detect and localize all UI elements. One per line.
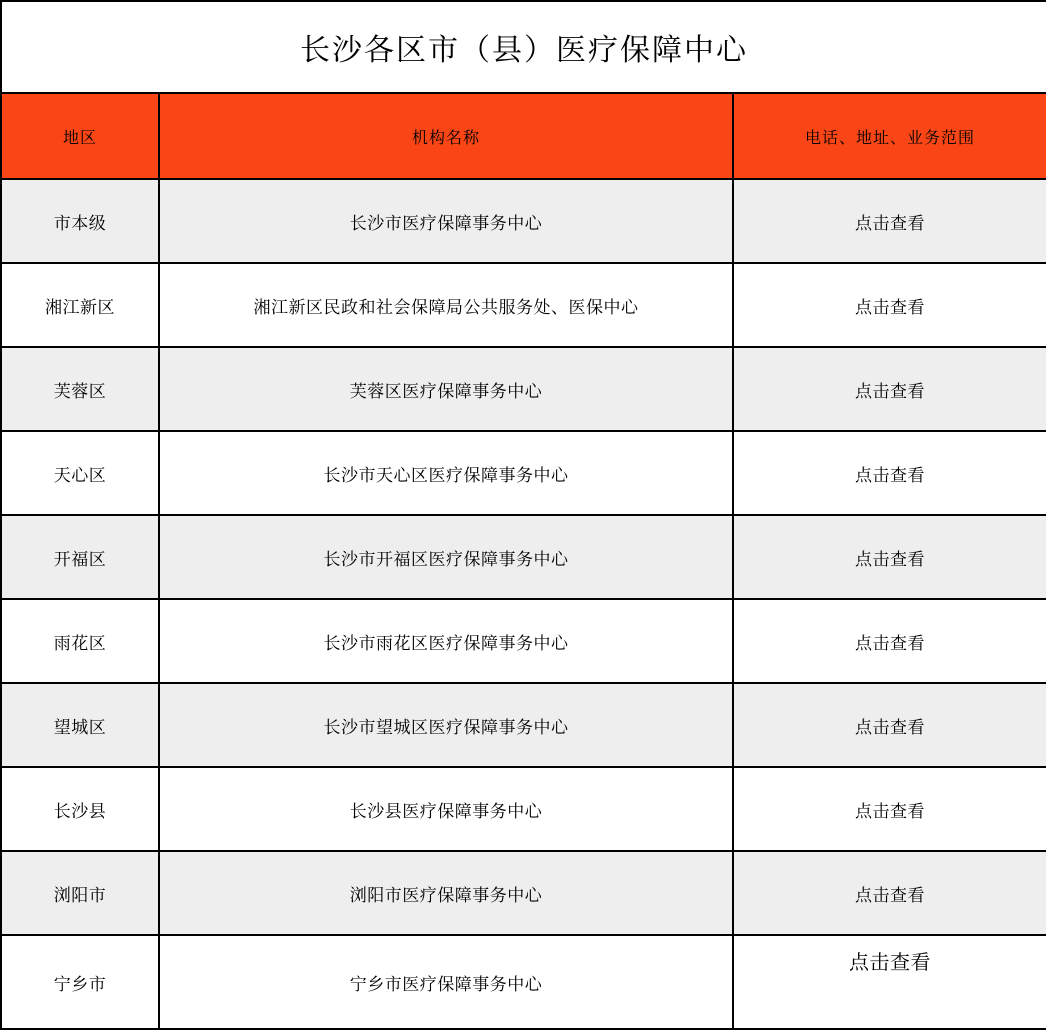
- cell-region: 开福区: [1, 515, 159, 599]
- table-row: [1, 935, 1046, 1029]
- cell-institution-name: 湘江新区民政和社会保障局公共服务处、医保中心: [159, 263, 733, 347]
- title-row: [1, 1, 1046, 93]
- view-details-link[interactable]: 点击查看: [733, 347, 1046, 431]
- view-details-link[interactable]: 点击查看: [733, 431, 1046, 515]
- cell-institution-name: 长沙县医疗保障事务中心: [159, 767, 733, 851]
- table-header-row: [1, 93, 1046, 179]
- page-title: 长沙各区市（县）医疗保障中心: [1, 1, 1046, 93]
- cell-region: 长沙县: [1, 767, 159, 851]
- cell-region: 天心区: [1, 431, 159, 515]
- cell-institution-name: 芙蓉区医疗保障事务中心: [159, 347, 733, 431]
- view-details-link[interactable]: 点击查看: [733, 851, 1046, 935]
- cell-institution-name: 浏阳市医疗保障事务中心: [159, 851, 733, 935]
- cell-region: 望城区: [1, 683, 159, 767]
- view-details-link[interactable]: 点击查看: [733, 263, 1046, 347]
- cell-region: 芙蓉区: [1, 347, 159, 431]
- table-row: [1, 263, 1046, 347]
- cell-region: 浏阳市: [1, 851, 159, 935]
- cell-region: 宁乡市: [1, 935, 159, 1029]
- table-row: [1, 599, 1046, 683]
- cell-institution-name: 长沙市天心区医疗保障事务中心: [159, 431, 733, 515]
- table-row: [1, 179, 1046, 263]
- view-details-link[interactable]: 点击查看: [733, 179, 1046, 263]
- cell-region: 湘江新区: [1, 263, 159, 347]
- table-body: [1, 1, 1046, 1029]
- cell-institution-name: 长沙市望城区医疗保障事务中心: [159, 683, 733, 767]
- cell-region: 雨花区: [1, 599, 159, 683]
- view-details-link[interactable]: 点击查看: [733, 599, 1046, 683]
- cell-institution-name: 宁乡市医疗保障事务中心: [159, 935, 733, 1029]
- cell-institution-name: 长沙市开福区医疗保障事务中心: [159, 515, 733, 599]
- table-row: [1, 767, 1046, 851]
- view-details-link[interactable]: 点击查看: [733, 935, 1046, 1029]
- table-row: [1, 683, 1046, 767]
- table-row: [1, 431, 1046, 515]
- column-header-region: 地区: [1, 93, 159, 179]
- table-row: [1, 851, 1046, 935]
- cell-region: 市本级: [1, 179, 159, 263]
- column-header-name: 机构名称: [159, 93, 733, 179]
- cell-institution-name: 长沙市雨花区医疗保障事务中心: [159, 599, 733, 683]
- view-details-link[interactable]: 点击查看: [733, 683, 1046, 767]
- view-details-link[interactable]: 点击查看: [733, 767, 1046, 851]
- view-details-link[interactable]: 点击查看: [733, 515, 1046, 599]
- table-row: [1, 347, 1046, 431]
- cell-institution-name: 长沙市医疗保障事务中心: [159, 179, 733, 263]
- column-header-info: 电话、地址、业务范围: [733, 93, 1046, 179]
- table-row: [1, 515, 1046, 599]
